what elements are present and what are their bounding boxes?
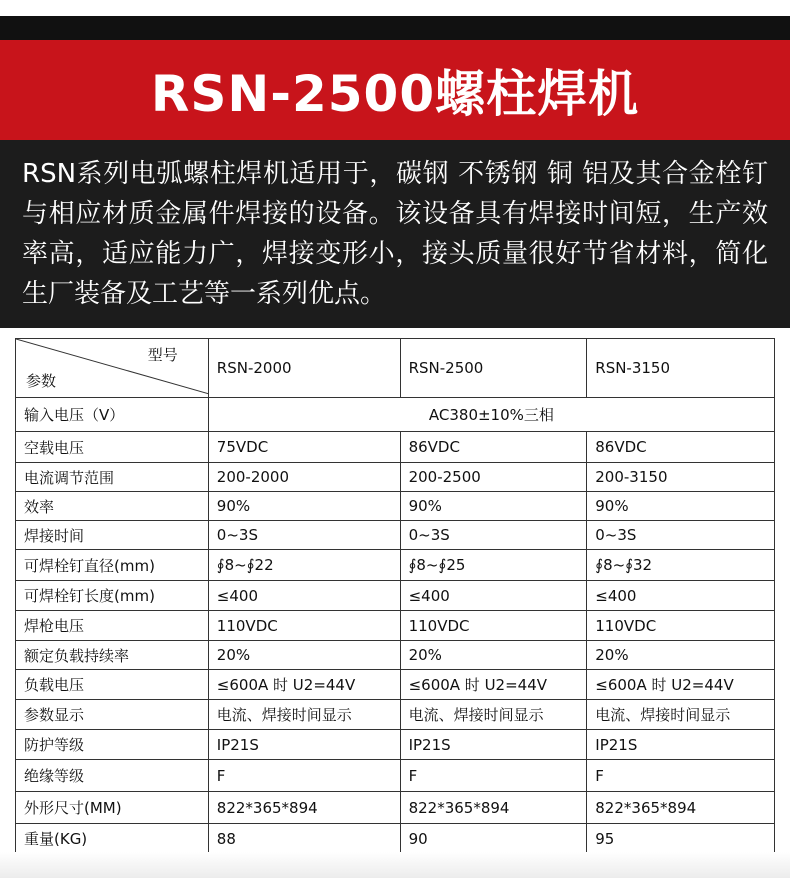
table-row	[16, 463, 775, 492]
row-value: 90%	[208, 492, 400, 521]
row-value: 110VDC	[208, 611, 400, 641]
model-header: RSN-2500	[400, 339, 587, 398]
model-header: RSN-3150	[587, 339, 775, 398]
row-value: 110VDC	[587, 611, 775, 641]
table-header-row	[16, 339, 775, 398]
table-row	[16, 760, 775, 792]
table-row	[16, 730, 775, 760]
product-description: RSN系列电弧螺柱焊机适用于，碳钢 不锈钢 铜 铝及其合金栓钉与相应材质金属件焊接的设备。该设备具有焊接时间短，生产效率高，适应能力广，焊接变形小，接头质量很好节省材料，简化生厂装备及工艺等一系列优点。	[22, 159, 768, 309]
top-white-band	[0, 0, 790, 16]
bottom-fade	[0, 852, 790, 878]
row-label: 绝缘等级	[16, 760, 209, 792]
page-title: RSN-2500螺柱焊机	[150, 65, 640, 123]
row-value: 20%	[208, 641, 400, 670]
row-value: 86VDC	[587, 432, 775, 463]
row-value: 20%	[587, 641, 775, 670]
table-row	[16, 670, 775, 700]
row-value: 110VDC	[400, 611, 587, 641]
model-header: RSN-2000	[208, 339, 400, 398]
row-label: 重量(KG)	[16, 824, 209, 854]
row-value: 822*365*894	[400, 792, 587, 824]
row-value: ∮8~∮32	[587, 550, 775, 581]
row-value: 电流、焊接时间显示	[400, 700, 587, 730]
row-value: ≤600A 时 U2=44V	[208, 670, 400, 700]
row-value: 822*365*894	[587, 792, 775, 824]
row-value: 200-3150	[587, 463, 775, 492]
row-label: 外形尺寸(MM)	[16, 792, 209, 824]
row-value: 0~3S	[587, 521, 775, 550]
row-label: 负载电压	[16, 670, 209, 700]
spec-table	[15, 338, 775, 854]
row-value: F	[208, 760, 400, 792]
row-value: 90%	[587, 492, 775, 521]
row-label: 焊接时间	[16, 521, 209, 550]
row-value: ≤400	[587, 581, 775, 611]
row-value: 88	[208, 824, 400, 854]
param-header-label: 参数	[26, 372, 57, 390]
row-label: 输入电压（V）	[16, 398, 209, 432]
row-label: 额定负载持续率	[16, 641, 209, 670]
row-label: 参数显示	[16, 700, 209, 730]
row-value: 电流、焊接时间显示	[587, 700, 775, 730]
title-banner	[0, 40, 790, 140]
row-label: 电流调节范围	[16, 463, 209, 492]
table-row	[16, 521, 775, 550]
table-row	[16, 700, 775, 730]
row-label: 防护等级	[16, 730, 209, 760]
table-row	[16, 550, 775, 581]
row-value: 86VDC	[400, 432, 587, 463]
table-row	[16, 792, 775, 824]
row-label: 焊枪电压	[16, 611, 209, 641]
row-value: 200-2500	[400, 463, 587, 492]
top-dark-strip	[0, 16, 790, 40]
row-value: IP21S	[208, 730, 400, 760]
input-voltage-value: AC380±10%三相	[208, 398, 774, 432]
row-value: F	[400, 760, 587, 792]
table-row	[16, 432, 775, 463]
row-label: 空载电压	[16, 432, 209, 463]
diagonal-header-cell	[16, 339, 209, 398]
row-value: 90%	[400, 492, 587, 521]
table-row	[16, 611, 775, 641]
table-row	[16, 641, 775, 670]
row-value: F	[587, 760, 775, 792]
row-value: ≤600A 时 U2=44V	[587, 670, 775, 700]
row-value: 0~3S	[208, 521, 400, 550]
table-row	[16, 824, 775, 854]
table-row	[16, 581, 775, 611]
row-value: ∮8~∮22	[208, 550, 400, 581]
row-label: 效率	[16, 492, 209, 521]
row-value: 20%	[400, 641, 587, 670]
row-value: ≤400	[208, 581, 400, 611]
row-value: 0~3S	[400, 521, 587, 550]
row-value: 200-2000	[208, 463, 400, 492]
row-value: 822*365*894	[208, 792, 400, 824]
row-value: IP21S	[400, 730, 587, 760]
row-value: 95	[587, 824, 775, 854]
row-value: ≤400	[400, 581, 587, 611]
table-row	[16, 398, 775, 432]
row-label: 可焊栓钉直径(mm)	[16, 550, 209, 581]
spec-rows	[16, 432, 775, 854]
row-label: 可焊栓钉长度(mm)	[16, 581, 209, 611]
row-value: 75VDC	[208, 432, 400, 463]
table-row	[16, 492, 775, 521]
row-value: ≤600A 时 U2=44V	[400, 670, 587, 700]
model-header-label: 型号	[147, 346, 178, 364]
row-value: IP21S	[587, 730, 775, 760]
row-value: ∮8~∮25	[400, 550, 587, 581]
description-panel	[0, 140, 790, 328]
row-value: 电流、焊接时间显示	[208, 700, 400, 730]
row-value: 90	[400, 824, 587, 854]
